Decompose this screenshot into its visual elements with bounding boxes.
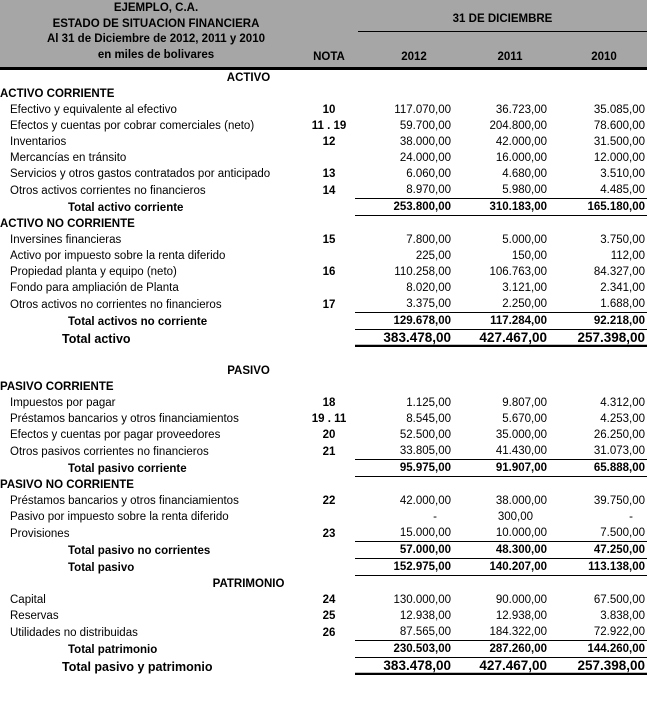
row-label: Total pasivo (68, 561, 135, 574)
row-label: Total pasivo corriente (68, 462, 187, 475)
row-nota: 24 (322, 594, 336, 606)
row-value-2012: 152.975,00 (355, 559, 451, 576)
row-value-2011: 12.938,00 (495, 610, 547, 622)
table-row (0, 166, 647, 182)
row-label: Préstamos bancarios y otros financiamientos (10, 413, 239, 425)
table-row (0, 641, 647, 658)
row-nota (303, 330, 355, 347)
row-label: Servicios y otros gastos contratados por anticipado (10, 168, 271, 180)
row-label: Efectos y cuentas por cobrar comerciales (neto) (10, 120, 255, 132)
table-row (0, 542, 647, 559)
row-value-2011: 9.807,00 (502, 397, 547, 409)
table-row (0, 232, 647, 248)
row-label: Utilidades no distribuidas (10, 626, 138, 639)
row-value-2012: 87.565,00 (399, 626, 451, 638)
row-value-2012: 57.000,00 (355, 542, 451, 559)
row-value-2010: 3.838,00 (600, 610, 646, 622)
row-value-2012: 42.000,00 (399, 495, 451, 507)
row-value-2011: 5.670,00 (502, 413, 547, 425)
row-value-2011: 16.000,00 (495, 152, 547, 164)
table-row (0, 102, 647, 118)
row-value-2010: 47.250,00 (547, 542, 647, 559)
row-value-2012: - (433, 511, 437, 523)
row-label: Otros activos no corrientes no financieros (10, 298, 222, 311)
table-row (0, 296, 647, 313)
row-nota: 11 . 19 (311, 120, 347, 132)
table-row (0, 658, 647, 675)
row-label: Activo por impuesto sobre la renta diferido (10, 250, 226, 262)
table-row (0, 313, 647, 330)
table-row (0, 460, 647, 477)
row-nota: 12 (322, 136, 336, 148)
row-nota: 13 (322, 168, 336, 180)
spacer-row (0, 347, 647, 364)
row-nota: 15 (322, 234, 336, 246)
row-value-2011: 35.000,00 (495, 429, 547, 441)
table-row (0, 134, 647, 150)
row-value-2011: 48.300,00 (451, 542, 547, 559)
row-value-2010: 39.750,00 (593, 495, 646, 507)
row-label: Fondo para ampliación de Planta (10, 282, 179, 294)
table-row (0, 216, 647, 233)
row-nota (303, 248, 355, 264)
row-label: ACTIVO (226, 72, 271, 84)
row-label: Otros activos corrientes no financieros (10, 184, 206, 197)
row-label: ACTIVO CORRIENTE (0, 88, 115, 100)
table-row (0, 150, 647, 166)
row-value-2012: 38.000,00 (399, 136, 451, 148)
row-label: ACTIVO NO CORRIENTE (0, 218, 135, 230)
row-value-2012: 33.805,00 (399, 445, 451, 457)
row-label: Mercancías en tránsito (10, 152, 127, 164)
row-nota (303, 559, 355, 576)
row-value-2011: 38.000,00 (495, 495, 547, 507)
row-value-2011: 4.680,00 (502, 168, 547, 180)
row-value-2012: 24.000,00 (399, 152, 451, 164)
row-value-2012: 6.060,00 (406, 168, 451, 180)
row-value-2011: 310.183,00 (451, 199, 547, 216)
row-value-2010: 257.398,00 (547, 658, 647, 675)
table-row (0, 70, 647, 86)
company-name: EJEMPLO, C.A. (113, 2, 199, 14)
balance-sheet-body (0, 70, 647, 675)
table-row (0, 525, 647, 542)
period-underline (358, 31, 647, 32)
table-row (0, 443, 647, 460)
row-value-2012: 15.000,00 (399, 527, 451, 539)
row-value-2012: 7.800,00 (406, 234, 451, 246)
row-value-2012: 230.503,00 (355, 641, 451, 658)
row-value-2010: 2.341,00 (600, 282, 646, 294)
row-value-2010: 78.600,00 (593, 120, 646, 132)
row-nota: 26 (322, 626, 336, 639)
row-label: Inversines financieras (10, 234, 122, 246)
row-value-2012: 110.258,00 (394, 266, 451, 278)
table-row (0, 280, 647, 296)
column-header-2010: 2010 (591, 51, 617, 63)
statement-dates: Al 31 de Diciembre de 2012, 2011 y 2010 (46, 33, 265, 45)
table-row (0, 86, 647, 102)
table-row (0, 330, 647, 347)
row-label: Propiedad planta y equipo (neto) (10, 266, 177, 278)
statement-name: ESTADO DE SITUACION FINANCIERA (52, 17, 260, 30)
row-label: Otros pasivos corrientes no financieros (10, 445, 209, 458)
row-label: Total pasivo y patrimonio (62, 659, 213, 674)
row-value-2010: 3.510,00 (600, 168, 646, 180)
row-value-2010: 3.750,00 (600, 234, 646, 246)
row-nota (303, 313, 355, 330)
row-value-2010: 1.688,00 (600, 298, 646, 310)
row-nota: 25 (322, 610, 336, 622)
row-nota: 19 . 11 (311, 413, 347, 425)
row-value-2010: 72.922,00 (593, 626, 646, 638)
table-row (0, 248, 647, 264)
row-nota (303, 509, 355, 525)
row-nota: 20 (322, 429, 336, 441)
spacer-cell (0, 347, 647, 364)
row-nota (303, 460, 355, 477)
row-label: Total pasivo no corrientes (68, 544, 211, 557)
row-value-2011: 106.763,00 (489, 266, 547, 278)
statement-header-band (0, 0, 647, 70)
row-value-2012: 59.700,00 (399, 120, 451, 132)
column-header-2012: 2012 (401, 51, 427, 63)
table-row (0, 576, 647, 593)
table-row (0, 363, 647, 379)
row-value-2012: 8.020,00 (406, 282, 451, 294)
row-value-2011: 184.322,00 (489, 626, 547, 638)
row-value-2010: 113.138,00 (547, 559, 647, 576)
row-label: PASIVO (227, 365, 270, 377)
row-value-2011: 36.723,00 (495, 104, 547, 116)
row-value-2011: 140.207,00 (451, 559, 547, 576)
row-nota (303, 542, 355, 559)
row-label: Total activo corriente (68, 201, 184, 214)
table-row (0, 118, 647, 134)
row-value-2011: 2.250,00 (502, 298, 547, 310)
table-row (0, 411, 647, 427)
row-value-2010: 26.250,00 (593, 429, 646, 441)
row-label: Efectivo y equivalente al efectivo (10, 104, 177, 116)
row-label: PATRIMONIO (212, 578, 285, 590)
row-value-2010: 92.218,00 (547, 313, 647, 330)
table-row (0, 509, 647, 525)
row-value-2011: 10.000,00 (495, 527, 547, 539)
table-row (0, 608, 647, 624)
table-row (0, 379, 647, 395)
row-nota: 10 (322, 104, 336, 116)
row-value-2012: 95.975,00 (355, 460, 451, 477)
row-value-2011: 150,00 (511, 250, 547, 262)
row-value-2012: 8.545,00 (406, 413, 451, 425)
row-value-2012: 253.800,00 (355, 199, 451, 216)
row-value-2011: 287.260,00 (451, 641, 547, 658)
row-label: Total activo (62, 331, 131, 346)
row-value-2011: 91.907,00 (451, 460, 547, 477)
row-value-2010: 65.888,00 (547, 460, 647, 477)
row-value-2012: 8.970,00 (406, 184, 451, 196)
row-value-2010: - (629, 511, 634, 523)
row-value-2010: 4.312,00 (600, 397, 646, 409)
row-value-2011: 427.467,00 (451, 658, 547, 675)
row-value-2012: 52.500,00 (399, 429, 451, 441)
row-nota: 21 (322, 445, 336, 458)
period-label: 31 DE DICIEMBRE (452, 13, 553, 25)
row-value-2011: 5.980,00 (502, 184, 547, 196)
row-label: Total activos no corriente (68, 315, 208, 328)
row-value-2010: 112,00 (610, 250, 646, 262)
row-value-2010: 12.000,00 (593, 152, 646, 164)
row-nota: 18 (322, 397, 336, 409)
row-label: PASIVO NO CORRIENTE (0, 479, 134, 491)
row-value-2012: 130.000,00 (393, 594, 451, 606)
table-row (0, 559, 647, 576)
row-nota: 14 (322, 184, 336, 197)
row-label: Provisiones (10, 527, 70, 540)
row-value-2011: 90.000,00 (495, 594, 547, 606)
row-label: Pasivo por impuesto sobre la renta diferido (10, 511, 229, 523)
row-value-2010: 35.085,00 (593, 104, 646, 116)
row-nota (303, 658, 355, 675)
row-value-2011: 42.000,00 (495, 136, 547, 148)
row-value-2011: 204.800,00 (489, 120, 547, 132)
row-value-2011: 117.284,00 (451, 313, 547, 330)
table-row (0, 199, 647, 216)
row-value-2010: 31.073,00 (593, 445, 646, 457)
row-value-2011: 300,00 (497, 511, 533, 523)
row-value-2010: 144.260,00 (547, 641, 647, 658)
row-value-2012: 3.375,00 (406, 298, 451, 310)
table-row (0, 477, 647, 494)
row-value-2011: 5.000,00 (502, 234, 547, 246)
statement-units: en miles de bolivares (97, 48, 215, 61)
row-label: Efectos y cuentas por pagar proveedores (10, 429, 221, 441)
row-value-2010: 84.327,00 (593, 266, 646, 278)
row-value-2011: 427.467,00 (451, 330, 547, 347)
row-value-2010: 257.398,00 (547, 330, 647, 347)
row-value-2012: 12.938,00 (399, 610, 451, 622)
column-header-nota: NOTA (313, 51, 345, 63)
row-value-2012: 117.070,00 (394, 104, 451, 116)
row-label: Inventarios (10, 136, 67, 148)
row-value-2012: 1.125,00 (406, 397, 451, 409)
row-value-2010: 7.500,00 (600, 527, 646, 539)
table-row (0, 624, 647, 641)
table-row (0, 592, 647, 608)
table-row (0, 493, 647, 509)
table-row (0, 427, 647, 443)
row-nota: 16 (322, 266, 336, 278)
row-value-2011: 41.430,00 (495, 445, 547, 457)
table-row (0, 395, 647, 411)
row-value-2010: 31.500,00 (593, 136, 646, 148)
row-value-2012: 383.478,00 (355, 330, 451, 347)
row-nota: 17 (322, 298, 336, 311)
row-label: Préstamos bancarios y otros financiamientos (10, 495, 239, 507)
row-nota: 23 (322, 527, 336, 540)
row-value-2012: 225,00 (415, 250, 451, 262)
row-label: PASIVO CORRIENTE (0, 381, 114, 393)
table-row (0, 182, 647, 199)
table-row (0, 264, 647, 280)
row-nota (303, 641, 355, 658)
row-value-2010: 165.180,00 (547, 199, 647, 216)
statement-title-block (0, 1, 312, 63)
row-value-2010: 4.253,00 (600, 413, 646, 425)
row-label: Total patrimonio (68, 643, 158, 656)
row-value-2010: 67.500,00 (593, 594, 646, 606)
row-value-2011: 3.121,00 (502, 282, 547, 294)
balance-sheet-table (0, 70, 647, 675)
row-label: Capital (10, 594, 46, 606)
row-label: Impuestos por pagar (10, 397, 116, 409)
row-value-2010: 4.485,00 (600, 184, 646, 196)
row-nota (303, 280, 355, 296)
column-header-2011: 2011 (497, 51, 523, 63)
row-nota (303, 199, 355, 216)
row-nota: 22 (322, 495, 336, 507)
row-value-2012: 383.478,00 (355, 658, 451, 675)
row-label: Reservas (10, 610, 59, 622)
row-nota (303, 150, 355, 166)
row-value-2012: 129.678,00 (355, 313, 451, 330)
